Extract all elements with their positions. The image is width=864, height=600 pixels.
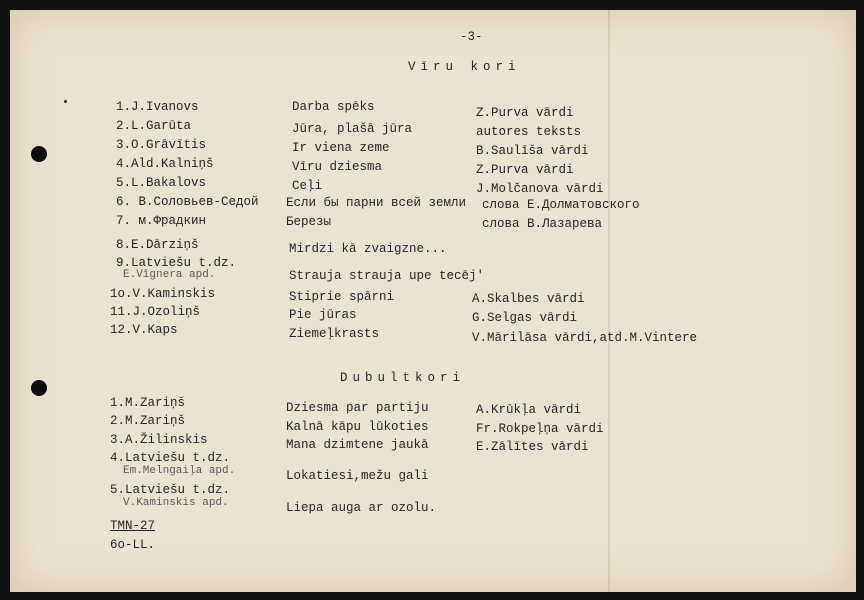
song-title: Ceļi xyxy=(292,179,323,193)
composer: 4.Ald.Kalniņš xyxy=(116,157,214,171)
lyricist: слова В.Лазарева xyxy=(482,217,603,231)
document-code: TMN-27 xyxy=(110,519,156,533)
song-title: Mana dzimtene jaukā xyxy=(286,438,429,452)
composer: 7. м.Фрадкин xyxy=(116,214,207,228)
page-number: -3- xyxy=(460,30,483,44)
song-title: Darba spēks xyxy=(292,100,375,114)
lyricist: A.Skalbes vārdi xyxy=(472,292,585,306)
song-title: Pie jūras xyxy=(289,308,357,322)
song-title: Dziesma par partiju xyxy=(286,401,429,415)
song-title: Kalnā kāpu lūkoties xyxy=(286,420,429,434)
lyricist: A.Krūkļa vārdi xyxy=(476,403,582,417)
composer: 2.L.Garūta xyxy=(116,119,192,133)
ink-dot xyxy=(64,100,67,103)
song-title: Liepa auga ar ozolu. xyxy=(286,501,437,515)
document-page xyxy=(10,10,856,592)
composer: 12.V.Kaps xyxy=(110,323,178,337)
lyricist: B.Saulīša vārdi xyxy=(476,144,589,158)
song-title: Если бы парни всей земли xyxy=(286,196,467,210)
song-title: Mirdzi kā zvaigzne... xyxy=(289,242,447,256)
lyricist: G.Selgas vārdi xyxy=(472,311,578,325)
composer: 1o.V.Kaminskis xyxy=(110,287,216,301)
arranger: Em.Melngaiļa apd. xyxy=(123,465,236,477)
lyricist: Z.Purva vārdi xyxy=(476,106,574,120)
section-heading-double-choirs: Dubultkori xyxy=(340,371,466,385)
section-heading-male-choirs: Vīru kori xyxy=(408,60,521,74)
song-title: Березы xyxy=(286,215,332,229)
lyricist: слова Е.Долматовского xyxy=(482,198,640,212)
composer: 5.L.Bakalovs xyxy=(116,176,207,190)
punch-hole-bottom xyxy=(31,380,47,396)
copies-note: 6o-LL. xyxy=(110,538,156,552)
composer: 3.O.Grāvītis xyxy=(116,138,207,152)
song-title: Strauja strauja upe tecēj' xyxy=(289,269,485,283)
composer: 1.J.Ivanovs xyxy=(116,100,199,114)
composer: 5.Latviešu t.dz. xyxy=(110,483,231,497)
paper-fold xyxy=(608,10,610,592)
song-title: Stiprie spārni xyxy=(289,290,395,304)
lyricist: autores teksts xyxy=(476,125,582,139)
lyricist: Fr.Rokpeļņa vārdi xyxy=(476,422,604,436)
composer: 9.Latviešu t.dz. xyxy=(116,256,237,270)
composer: 8.E.Dārziņš xyxy=(116,238,199,252)
song-title: Lokatiesi,mežu gali xyxy=(286,469,429,483)
composer: 3.A.Žilinskis xyxy=(110,433,208,447)
arranger: E.Vīgnera apd. xyxy=(123,269,216,281)
lyricist: V.Mārilāsa vārdi,atd.M.Vintere xyxy=(472,331,698,345)
punch-hole-top xyxy=(31,146,47,162)
lyricist: E.Zālītes vārdi xyxy=(476,440,589,454)
composer: 6. В.Соловьев-Седой xyxy=(116,195,259,209)
lyricist: J.Molčanova vārdi xyxy=(476,182,604,196)
song-title: Jūra, plašā jūra xyxy=(292,122,413,136)
song-title: Ziemeļkrasts xyxy=(289,327,380,341)
arranger: V.Kaminskis apd. xyxy=(123,497,229,509)
composer: 4.Latviešu t.dz. xyxy=(110,451,231,465)
composer: 1.M.Zariņš xyxy=(110,396,186,410)
song-title: Ir viena zeme xyxy=(292,141,390,155)
composer: 11.J.Ozoliņš xyxy=(110,305,201,319)
lyricist: Z.Purva vārdi xyxy=(476,163,574,177)
song-title: Vīru dziesma xyxy=(292,160,383,174)
composer: 2.M.Zariņš xyxy=(110,414,186,428)
